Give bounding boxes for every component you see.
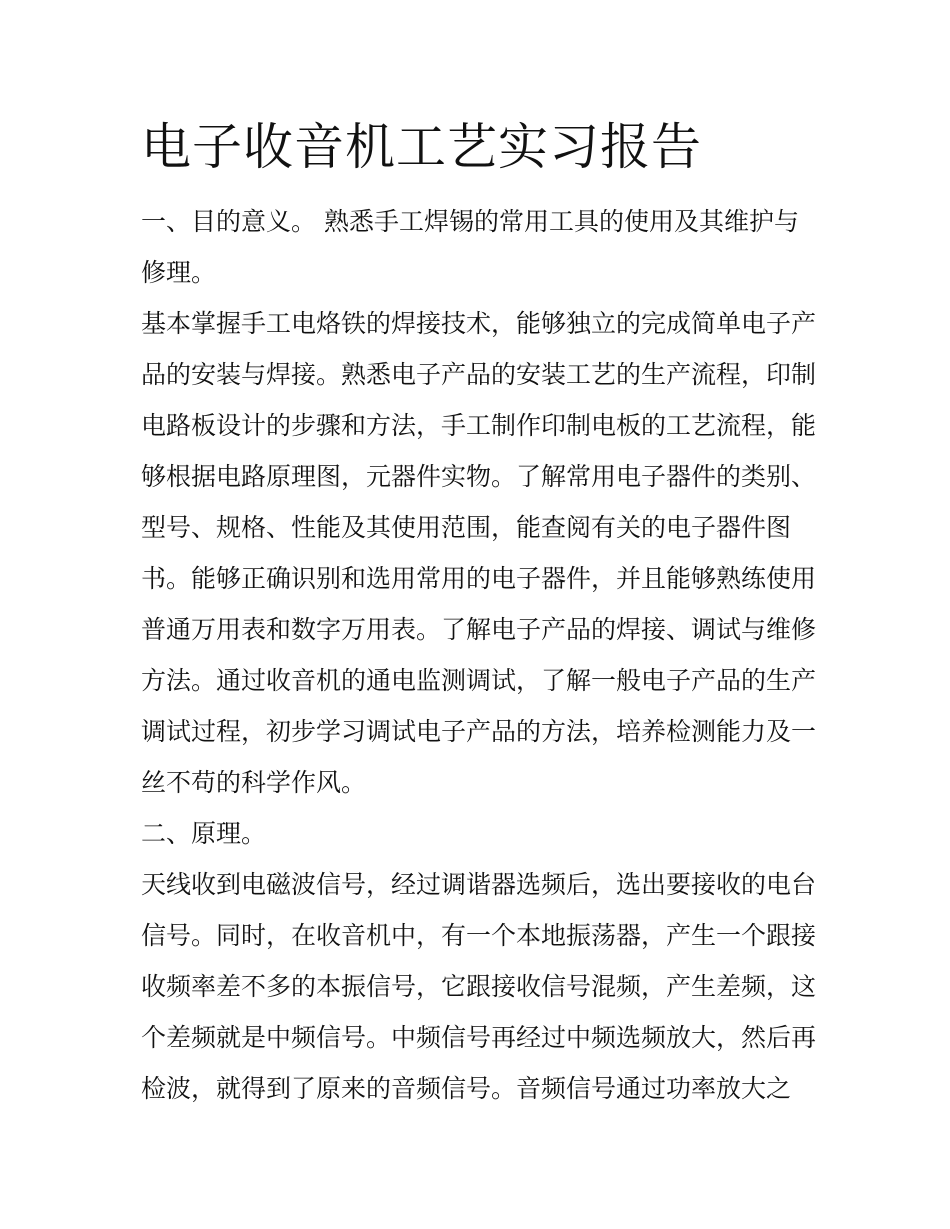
body-line: 检波，就得到了原来的音频信号。音频信号通过功率放大之 [141, 1074, 792, 1103]
body-line: 信号。同时，在收音机中，有一个本地振荡器，产生一个跟接 [141, 921, 817, 950]
body-line: 基本掌握手工电烙铁的焊接技术，能够独立的完成简单电子产 [141, 309, 817, 338]
body-line: 电路板设计的步骤和方法，手工制作印制电板的工艺流程，能 [141, 411, 817, 440]
body-line: 书。能够正确识别和选用常用的电子器件，并且能够熟练使用 [141, 564, 817, 593]
section-heading: 二、原理。 [141, 819, 267, 848]
body-line: 够根据电路原理图，元器件实物。了解常用电子器件的类别、 [141, 462, 817, 491]
document-title: 电子收音机工艺实习报告 [141, 118, 702, 176]
document-body [141, 196, 825, 1114]
body-line: 品的安装与焊接。熟悉电子产品的安装工艺的生产流程，印制 [141, 360, 817, 389]
body-line: 丝不苟的科学作风。 [141, 768, 367, 797]
body-line: 修理。 [141, 258, 217, 287]
body-line: 型号、规格、性能及其使用范围，能查阅有关的电子器件图 [141, 513, 792, 542]
body-line: 收频率差不多的本振信号，它跟接收信号混频，产生差频，这 [141, 972, 817, 1001]
body-line: 调试过程，初步学习调试电子产品的方法，培养检测能力及一 [141, 717, 817, 746]
body-line: 一、目的意义。 熟悉手工焊锡的常用工具的使用及其维护与 [141, 207, 799, 236]
body-line: 方法。通过收音机的通电监测调试，了解一般电子产品的生产 [141, 666, 817, 695]
body-line: 天线收到电磁波信号，经过调谐器选频后，选出要接收的电台 [141, 870, 817, 899]
body-line: 个差频就是中频信号。中频信号再经过中频选频放大，然后再 [141, 1023, 817, 1052]
body-line: 普通万用表和数字万用表。了解电子产品的焊接、调试与维修 [141, 615, 817, 644]
